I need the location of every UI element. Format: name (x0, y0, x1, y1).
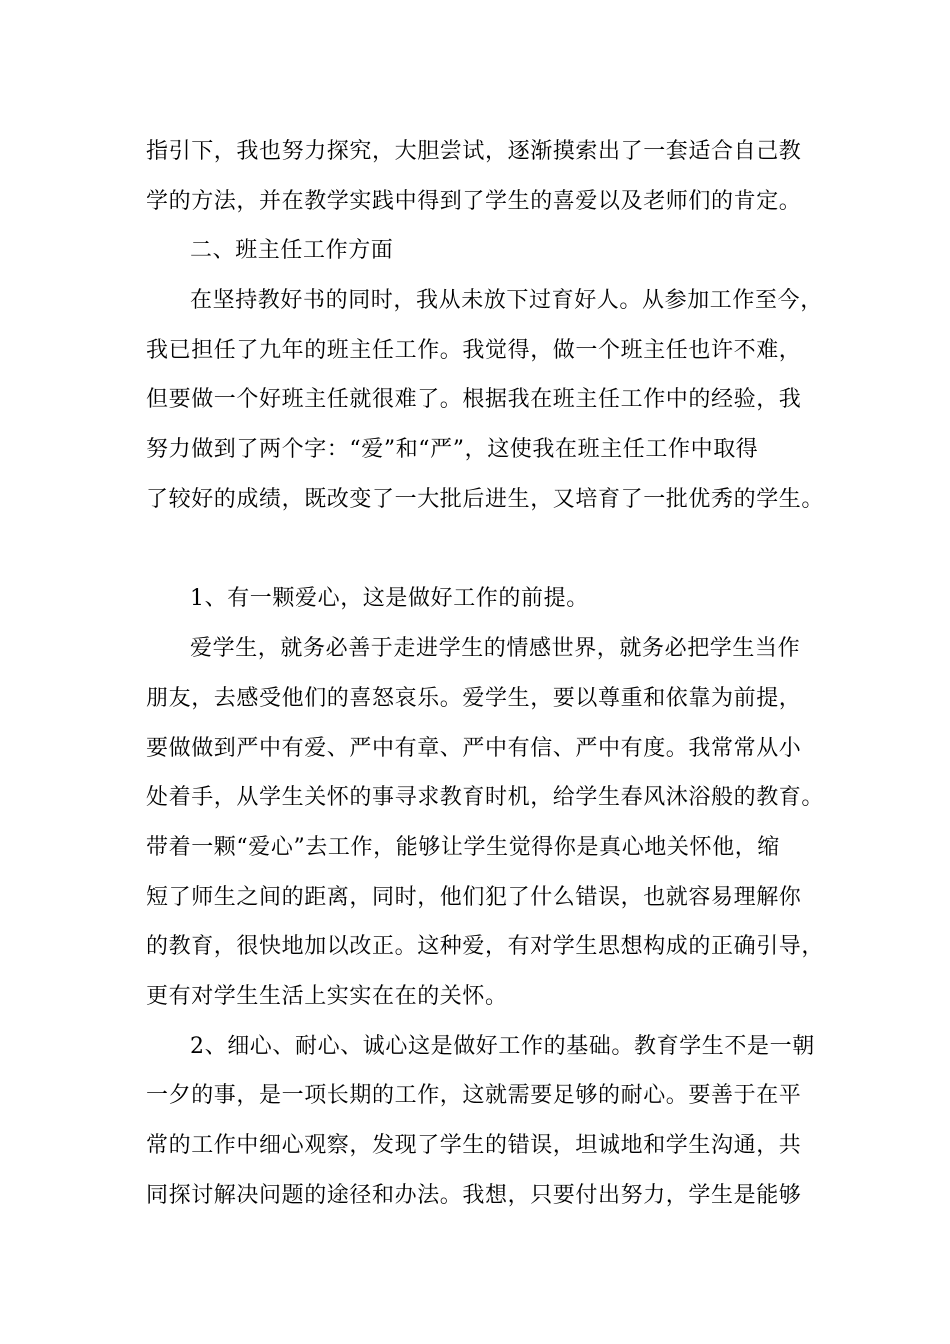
text-line: 学的方法，并在教学实践中得到了学生的喜爱以及老师们的肯定。 (146, 189, 802, 214)
text-line: 努力做到了两个字：“爱”和“严”，这使我在班主任工作中取得 (146, 437, 759, 462)
text-line: 带着一颗“爱心”去工作，能够让学生觉得你是真心地关怀他，缩 (146, 835, 780, 860)
text-line: 要做做到严中有爱、严中有章、严中有信、严中有度。我常常从小 (146, 736, 802, 761)
text-line: 但要做一个好班主任就很难了。根据我在班主任工作中的经验，我 (146, 387, 802, 412)
text-line: 了较好的成绩，既改变了一大批后进生，又培育了一批优秀的学生。 (146, 487, 825, 512)
text-line: 我已担任了九年的班主任工作。我觉得，做一个班主任也许不难， (146, 338, 802, 363)
text-line: 朋友，去感受他们的喜怒哀乐。爱学生，要以尊重和依靠为前提， (146, 686, 802, 711)
subsection-heading: 1、有一颗爱心，这是做好工作的前提。 (190, 586, 589, 611)
paragraph-first-line: 2、细心、耐心、诚心这是做好工作的基础。教育学生不是一朝 (190, 1034, 815, 1059)
text-line: 一夕的事，是一项长期的工作，这就需要足够的耐心。要善于在平 (146, 1083, 802, 1108)
text-line: 同探讨解决问题的途径和办法。我想，只要付出努力，学生是能够 (146, 1183, 802, 1208)
section-heading: 二、班主任工作方面 (190, 238, 394, 263)
text-line: 更有对学生生活上实实在在的关怀。 (146, 984, 508, 1009)
text-line: 常的工作中细心观察，发现了学生的错误，坦诚地和学生沟通，共 (146, 1133, 802, 1158)
paragraph-first-line: 在坚持教好书的同时，我从未放下过育好人。从参加工作至今， (190, 288, 823, 313)
paragraph-first-line: 爱学生，就务必善于走进学生的情感世界，就务必把学生当作 (190, 636, 801, 661)
text-line: 处着手，从学生关怀的事寻求教育时机，给学生春风沐浴般的教育。 (146, 785, 825, 810)
text-line: 指引下，我也努力探究，大胆尝试，逐渐摸索出了一套适合自己教 (146, 139, 802, 164)
text-line: 的教育，很快地加以改正。这种爱，有对学生思想构成的正确引导， (146, 934, 825, 959)
text-line: 短了师生之间的距离，同时，他们犯了什么错误，也就容易理解你 (146, 885, 802, 910)
